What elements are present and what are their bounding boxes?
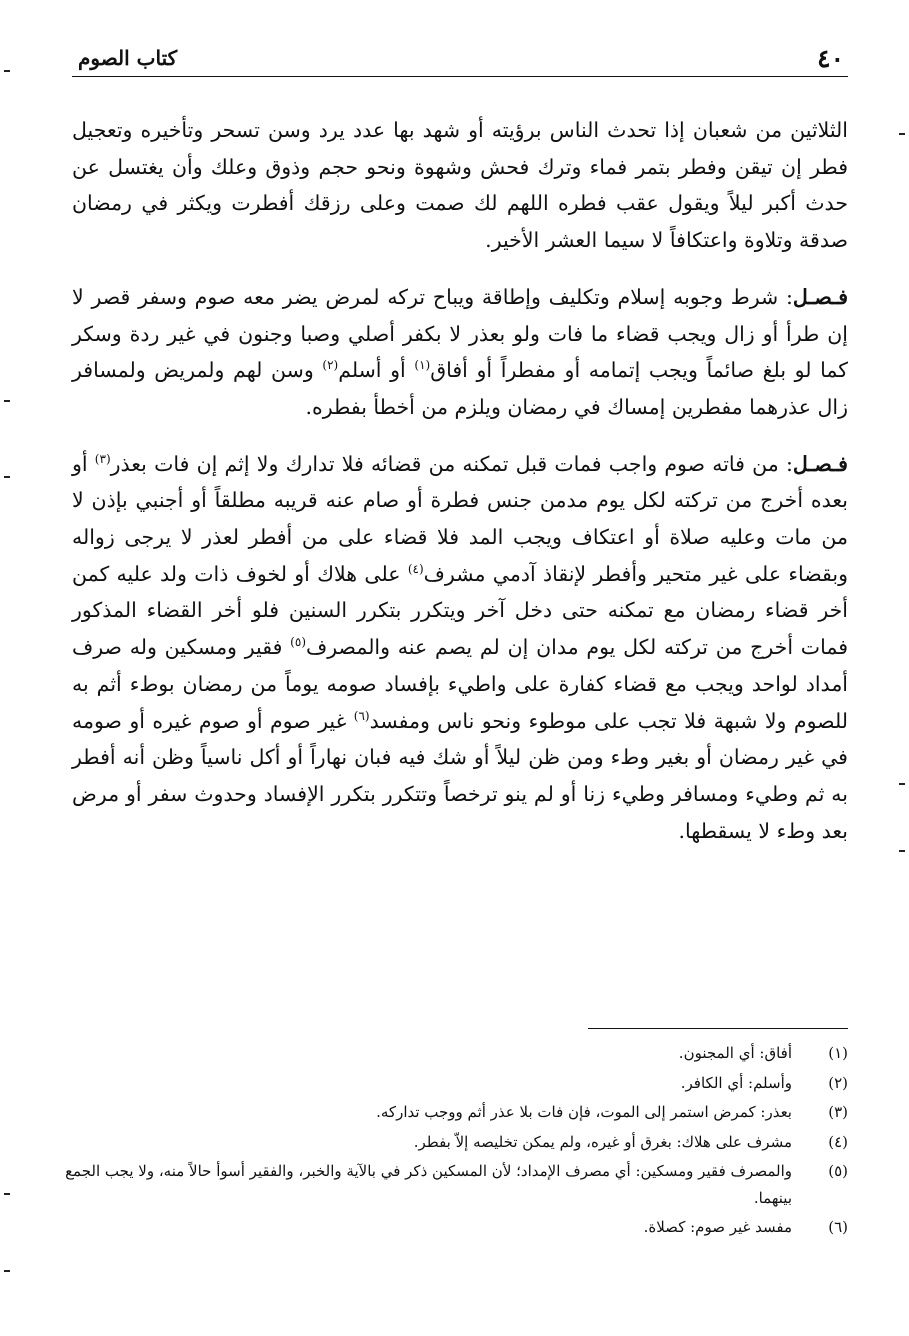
footnote [60, 1070, 850, 1097]
scan-speck [899, 133, 905, 135]
footnote-ref: (٦) [353, 708, 370, 723]
scan-speck [4, 1270, 10, 1272]
scan-speck [4, 400, 10, 402]
footnote-number: (٥) [828, 1162, 848, 1180]
footnote-ref: (٥) [290, 635, 306, 650]
section-heading: فـصـل [792, 284, 848, 309]
paragraph-text: : شرط وجوبه إسلام وتكليف وإطاقة ويباح تركه لمرض يضر معه صوم وسفر قصر لا إن طرأ أو زال ويجب قضاء ما فات ولو بعذر لا بكفر أصلي وصبا وجنون في غير ردة وسكر كما لو بلغ صائماً ويجب إتمامه أو مفطراً أو أفاق [72, 284, 849, 383]
book-title: كتاب الصوم [78, 46, 178, 70]
scan-speck [4, 1193, 10, 1195]
footnote [60, 1214, 850, 1241]
paragraph [72, 112, 848, 259]
paragraph-text: غير صوم أو صوم غيره أو صومه في غير رمضان أو بغير وطء ومن ظن ليلاً أو شك فيه فبان نهاراً أو أكل ناسياً وظن أنه أفطر به ثم وطيء ومسافر وطيء زنا أو لم ينو ترخصاً وتتكرر بتكرر الإفساد وحدوث سفر أو مرض بعد وطء لا يسقطها. [72, 708, 848, 843]
paragraph-text: وسن لهم ولمريض ولمسافر زال عذرهما مفطرين إمساك في رمضان ويلزم من أخطأ بفطره. [72, 358, 848, 419]
footnote-ref: (٣) [94, 451, 111, 466]
footnote-text: والمصرف فقير ومسكين: أي مصرف الإمداد؛ لأن المسكين ذكر في بالآية والخبر، والفقير أسوأ حالاً منه، ولا يجب الجمع بينهما. [65, 1162, 792, 1207]
paragraph-text: على هلاك أو لخوف ذات ولد عليه كمن أخر قضاء رمضان مع تمكنه حتى دخل آخر ويتكرر بتكرر السنين فلو أخر القضاء المذكور فمات أخرج من تركته لكل يوم مدان إن لم يصم عنه والمصرف [72, 561, 848, 660]
footnote-text: أفاق: أي المجنون. [678, 1044, 792, 1062]
footnote-ref: (٤) [407, 561, 424, 576]
section-heading: فـصـل [792, 451, 848, 476]
footnote-number: (٤) [828, 1132, 848, 1151]
paragraph-text: فقير ومسكين وله صرف أمداد لواحد ويجب مع قضاء كفارة على واطيء بإفساد صومه يوماً من رمضان بوطء أثم به للصوم ولا شبهة فلا تجب على موطوء ونحو ناس ومفسد [72, 635, 848, 733]
footnote-number: (١) [828, 1044, 848, 1062]
footnote [60, 1129, 850, 1156]
paragraph-text: : من فاته صوم واجب فمات قبل تمكنه من قضائه فلا تدارك ولا إثم إن فات بعذر [110, 451, 793, 476]
paragraph [72, 446, 848, 850]
footnotes [60, 1040, 850, 1244]
scan-speck [4, 476, 10, 478]
scan-speck [4, 70, 10, 72]
footnote [60, 1040, 850, 1067]
footnote [60, 1158, 850, 1211]
paragraph-text: أو بعده أخرج من تركته لكل يوم مدمن جنس فطرة أو صام عنه قريبه مطلقاً أو أجنبي بإذن لا من مات وعليه صلاة أو اعتكاف ويجب المد فلا قضاء على من أفطر لعذر لا يرجى زواله وبقضاء على غير متحير وأفطر لإنقاذ آدمي مشرف [72, 451, 848, 586]
main-text [72, 112, 848, 849]
footnote-ref: (٢) [322, 358, 339, 373]
footnote-divider [588, 1028, 848, 1029]
footnote-number: (٦) [828, 1218, 848, 1236]
footnote-ref: (١) [414, 358, 431, 373]
footnote-number: (٢) [828, 1073, 848, 1092]
scan-speck [899, 850, 905, 852]
paragraph-text: الثلاثين من شعبان إذا تحدث الناس برؤيته أو شهد بها عدد يرد وسن تسحر وتأخيره وتعجيل فطر إن تيقن وفطر بتمر فماء وترك فحش وشهوة ونحو حجم وذوق وعلك وأن يغتسل عن حدث أكبر ليلاً ويقول عقب فطره اللهم لك صمت وعلى رزقك أفطرت ويكثر في رمضان صدقة وتلاوة واعتكافاً لا سيما العشر الأخير. [72, 118, 848, 253]
footnote [60, 1099, 850, 1126]
footnote-text: مشرف على هلاك: بغرق أو غيره، ولم يمكن تخليصه إلاّ بفطر. [413, 1132, 792, 1151]
footnote-number: (٣) [828, 1103, 848, 1121]
footnote-text: مفسد غير صوم: كصلاة. [643, 1218, 792, 1236]
paragraph [72, 279, 848, 426]
footnote-text: بعذر: كمرض استمر إلى الموت، فإن فات بلا عذر أثم ووجب تداركه. [376, 1103, 792, 1121]
scan-speck [899, 783, 905, 785]
page-number: ٤٠ [817, 43, 844, 73]
footnote-text: وأسلم: أي الكافر. [680, 1073, 792, 1092]
page-header [72, 40, 848, 77]
paragraph-text: أو أسلم [338, 358, 415, 383]
